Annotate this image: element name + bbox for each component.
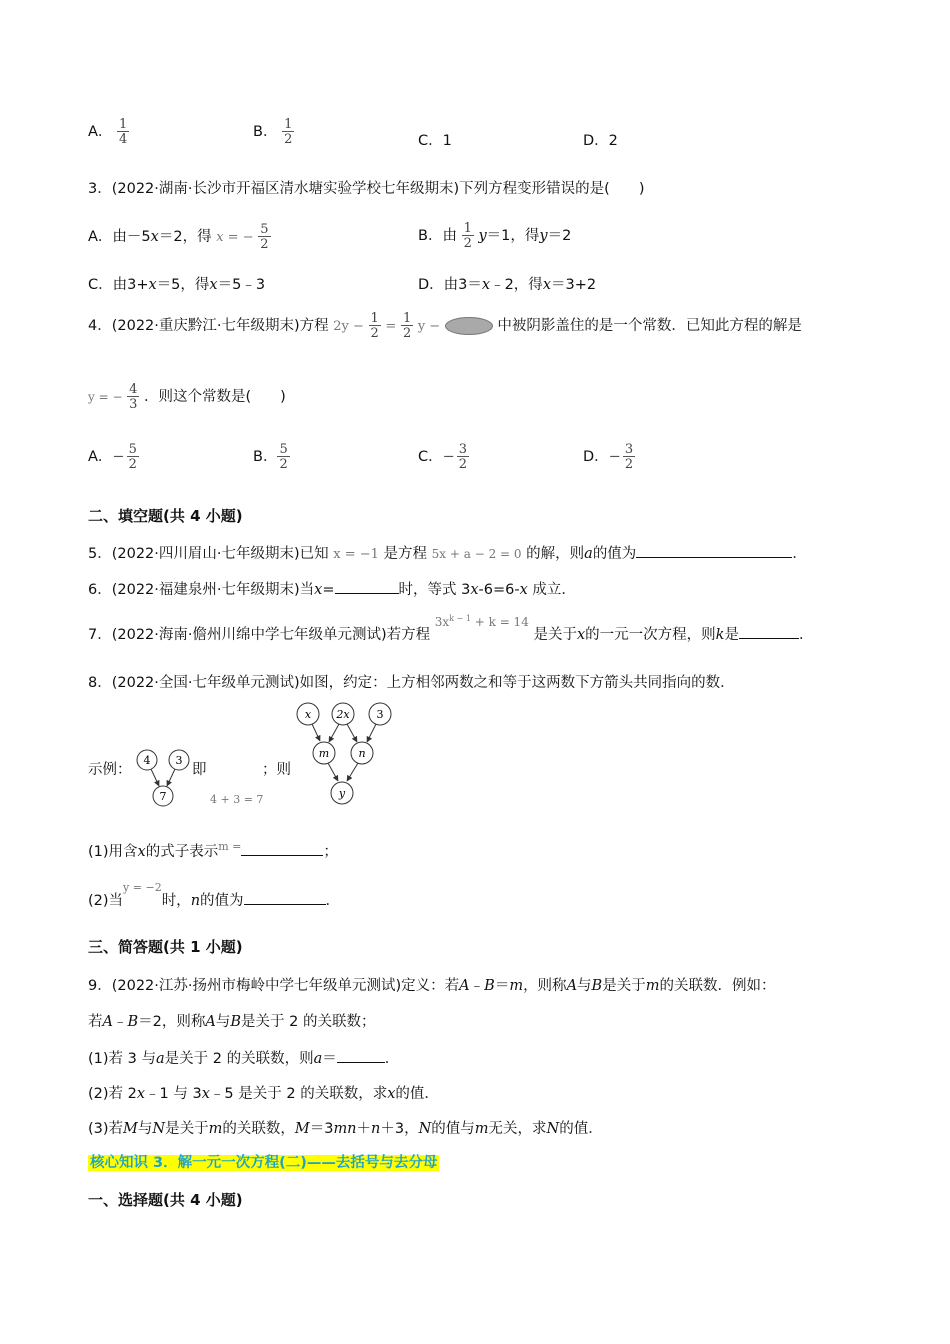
q6: 6．(2022·福建泉州·七年级期末)当x= 时，等式 3x-6=6-x 成立． — [88, 578, 576, 599]
q8-part2: (2)当$^{y = -2}$时，n的值为 ． — [88, 881, 341, 909]
q8-ex-ze: ；则 — [262, 762, 291, 778]
q8-part1: (1)用含x的式子表示$^{m =}$ ； — [88, 840, 338, 860]
arrow — [167, 769, 175, 786]
q2-option-c: C．1 — [418, 133, 452, 149]
q3-option-b: B．由 $\frac{1}{2}$ y＝1，得y＝2 — [418, 221, 572, 251]
answer-blank[interactable] — [337, 1048, 385, 1063]
q4-option-b: B． $\frac{5}{2}$ — [253, 442, 288, 472]
q4-stem-line1: 4．(2022·重庆黔江·七年级期末)方程 2y − $\frac{1}{2}$ = $\frac{1}{2}$ y − 中被阴影盖住的是一个常数．已知此方程的解是 — [88, 311, 802, 341]
q4-option-a: A．− $\frac{5}{2}$ — [88, 442, 137, 472]
fraction: $\frac{1}{2}$ — [402, 311, 412, 341]
shaded-constant-blob — [445, 317, 493, 335]
q8-example-label: 示例： — [88, 762, 132, 778]
arrow — [312, 724, 320, 741]
q9-line2: 若A﹣B＝2，则称A与B是关于 2 的关联数； — [88, 1014, 376, 1030]
fraction: $\frac{1}{2}$ — [463, 221, 472, 251]
answer-blank[interactable] — [739, 624, 799, 639]
fraction: $\frac{1}{4}$ — [119, 117, 128, 147]
q4-option-d: D．− $\frac{3}{2}$ — [583, 442, 634, 472]
node-label: x — [304, 708, 312, 721]
q4-stem-line2: y = − $\frac{4}{3}$ ．则这个常数是( ) — [88, 382, 286, 412]
section-title-short-answer: 三、简答题(共 1 小题) — [88, 938, 243, 956]
arrow — [328, 763, 338, 781]
fraction: $\frac{3}{2}$ — [624, 442, 634, 472]
node-label: 7 — [159, 790, 167, 803]
fraction: $\frac{3}{2}$ — [458, 442, 468, 472]
arrow — [151, 769, 159, 786]
q9-part3: (3)若M与N是关于m的关联数，M＝3mn＋n＋3，N的值与m无关，求N的值． — [88, 1121, 603, 1137]
fraction: $\frac{4}{3}$ — [129, 382, 138, 412]
core-knowledge-3-heading: 核心知识 3．解一元一次方程(二)——去括号与去分母 — [90, 1155, 438, 1171]
q7: 7．(2022·海南·儋州川绵中学七年级单元测试)若方程 $3x^{k - 1} + k = 14$ 是关于x的一元一次方程，则k是 ． — [88, 614, 814, 643]
fraction: $\frac{1}{2}$ — [370, 311, 379, 341]
q3-option-c: C．由3+x＝5，得x＝5﹣3 — [88, 277, 266, 293]
q9-line1: 9．(2022·江苏·扬州市梅岭中学七年级单元测试)定义：若A﹣B＝m，则称A与B是关于m的关联数．例如： — [88, 978, 776, 994]
section-title-multiple-choice: 一、选择题(共 4 小题) — [88, 1191, 243, 1209]
node-label: y — [338, 787, 346, 800]
fraction: $\frac{5}{2}$ — [279, 442, 288, 472]
answer-blank[interactable] — [335, 579, 399, 594]
q2-option-d: D．2 — [583, 133, 618, 149]
q3-option-d: D．由3＝x﹣2，得x＝3+2 — [418, 277, 597, 293]
node-label: 3 — [175, 754, 183, 767]
node-label: 3 — [376, 708, 384, 721]
q8-ex-ji: 即 — [192, 762, 207, 778]
answer-blank[interactable] — [241, 841, 323, 856]
q8-stem: 8．(2022·全国·七年级单元测试)如图，约定：上方相邻两数之和等于这两数下方箭头共同指向的数． — [88, 675, 735, 691]
q9-part2: (2)若 2x﹣1 与 3x﹣5 是关于 2 的关联数，求x的值． — [88, 1086, 439, 1102]
number-tree-diagram — [290, 700, 400, 810]
node-label: m — [318, 747, 330, 760]
arrow — [329, 724, 339, 742]
q8-ex-equation: 4 + 3 = 7 — [210, 793, 264, 806]
q2-option-b: B． $\frac{1}{2}$ — [253, 117, 293, 147]
q3-option-a: A．由－5x＝2，得 x = − $\frac{5}{2}$ — [88, 222, 269, 252]
q5: 5．(2022·四川眉山·七年级期末)已知 x = −1 是方程 5x + a − 2 = 0 的解，则a的值为 ． — [88, 542, 807, 563]
q3-stem: 3．(2022·湖南·长沙市开福区清水塘实验学校七年级期末)下列方程变形错误的是( ) — [88, 181, 645, 197]
fraction: $\frac{1}{2}$ — [284, 117, 293, 147]
q4-option-c: C．− $\frac{3}{2}$ — [418, 442, 468, 472]
fraction: $\frac{5}{2}$ — [260, 222, 269, 252]
q2-option-a: A． $\frac{1}{4}$ — [88, 117, 128, 147]
answer-blank[interactable] — [244, 890, 326, 905]
node-label: 4 — [143, 754, 151, 767]
answer-blank[interactable] — [636, 543, 792, 558]
fraction: $\frac{5}{2}$ — [128, 442, 137, 472]
node-label: 2x — [336, 708, 350, 721]
arrow — [347, 724, 357, 742]
section-title-fill-in: 二、填空题(共 4 小题) — [88, 507, 243, 525]
node-label: n — [358, 747, 366, 760]
arrow — [347, 763, 358, 781]
example-arrow-diagram — [134, 745, 196, 810]
arrow — [367, 724, 376, 742]
q9-part1: (1)若 3 与a是关于 2 的关联数，则a＝ ． — [88, 1047, 399, 1068]
